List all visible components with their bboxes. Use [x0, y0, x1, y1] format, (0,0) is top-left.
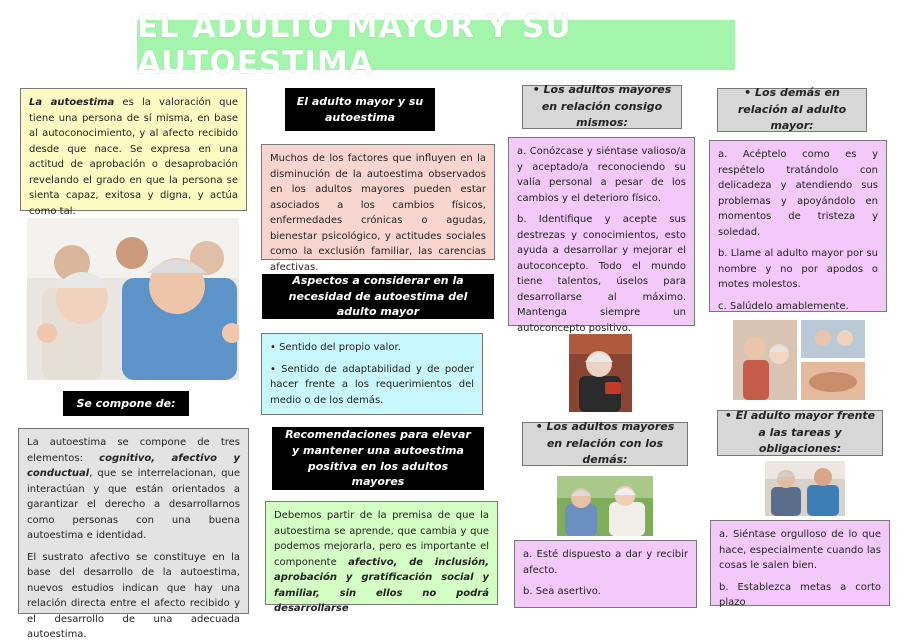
aspecto-item: • Sentido de adaptabilidad y de poder hacer frente a los requerimientos del medio o de los demás.	[270, 363, 474, 406]
aspecto-item: • Sentido del propio valor.	[270, 342, 401, 353]
adulto-autoestima-label: El adulto mayor y su autoestima	[285, 88, 435, 131]
los-demas-box	[709, 140, 887, 312]
aspectos-box	[261, 333, 483, 415]
title-banner	[137, 9, 735, 81]
los-demas-item: a. Acéptelo como es y respételo tratándolo con delicadeza y atendiendo sus problemas y apoyándolo en momentos de tristeza y soledad.	[718, 149, 878, 238]
components-highlight: cognitivo, afectivo y conductual	[27, 452, 240, 479]
con-los-demas-box	[514, 540, 697, 608]
consigo-mismos-label: • Los adultos mayores en relación consigo mismos:	[522, 85, 682, 129]
tareas-box	[710, 520, 890, 606]
tareas-item: b. Establezca metas a corto plazo	[719, 581, 881, 608]
care-collage-photo	[733, 320, 865, 400]
recomendaciones-highlight: afectivo, de inclusión, aprobación y gratificación social y familiar, sin ellos no podrá desarrollarse	[274, 556, 489, 614]
page-title: EL ADULTO MAYOR Y SU AUTOESTIMA	[137, 9, 572, 81]
los-demas-item: b. Llame al adulto mayor por su nombre y no por apodos o motes molestos.	[718, 248, 878, 290]
demas-item: b. Sea asertivo.	[523, 586, 601, 597]
consigo-item: a. Conózcase y siéntase valioso/a y aceptado/a reconociendo su valía personal a pesar de los cambios y el deterioro físico.	[517, 146, 686, 204]
seniors-group-photo	[27, 218, 239, 380]
recomendaciones-box: Debemos partir de la premisa de que la autoestima se aprende, que cambia y que podemos mejorarla, pero es importante el componente afectivo, de inclusión, aprobación y gratificación social y familiar, sin ellos no podrá desarrollarse	[265, 501, 498, 605]
seniors-outdoors-photo	[557, 476, 653, 536]
tareas-item: a. Siéntase orgulloso de lo que hace, especialmente cuando las cosas le salen bien.	[719, 529, 881, 571]
con-los-demas-label: • Los adultos mayores en relación con los demás:	[522, 422, 688, 466]
definition-box	[20, 88, 247, 217]
demas-item: a. Esté dispuesto a dar y recibir afecto.	[523, 549, 688, 576]
elderly-woman-photo	[569, 334, 632, 412]
tareas-label: • El adulto mayor frente a las tareas y obligaciones:	[717, 410, 883, 456]
definition-text: es la valoración que tiene una persona de sí misma, en base al autoconocimiento, y al afecto recibido desde que nace. Se expresa en una actitud de aprobación o desaprobación revelando el grado en que la persona se sienta capaz, exitosa y digna, y actúa como tal.	[29, 97, 238, 217]
two-men-photo	[765, 461, 845, 516]
adulto-autoestima-box: Muchos de los factores que influyen en la disminución de la autoestima observados en los adultos mayores pueden estar asociados a los cambios físicos, enfermedades crónicas o agudas, bienestar psicológico, y actitudes sociales como la exclusión familiar, las carencias afectivas.	[261, 144, 495, 260]
los-demas-label: • Los demás en relación al adulto mayor:	[717, 88, 867, 132]
consigo-mismos-box	[508, 137, 695, 334]
los-demas-item: c. Salúdelo amablemente.	[718, 300, 849, 312]
recomendaciones-label: Recomendaciones para elevar y mantener una autoestima positiva en los adultos mayores	[272, 427, 484, 490]
se-compone-label: Se compone de:	[63, 391, 189, 416]
aspectos-label: Aspectos a considerar en la necesidad de autoestima del adulto mayor	[262, 274, 494, 319]
definition-term: La autoestima	[29, 97, 115, 108]
se-compone-box: La autoestima se compone de tres elementos: cognitivo, afectivo y conductual, que se interrelacionan, que interactúan y que están orientados a garantizar el derecho a desarrollarnos como personas con una buena autoestima e identidad. El sustrato afectivo se constituye en la base del desarrollo de la autoestima, nuevos estudios indican que hay una relación directa entre el afecto recibido y el desarrollo de una adecuada autoestima.	[18, 428, 249, 614]
consigo-item: b. Identifique y acepte sus destrezas y conocimientos, esto ayuda a desarrollar y mejorar el autoconcepto. Todo el mundo tiene talentos, úselos para desarrollarse al máximo. Mantenga siempre un autoconcepto positivo.	[517, 214, 686, 334]
